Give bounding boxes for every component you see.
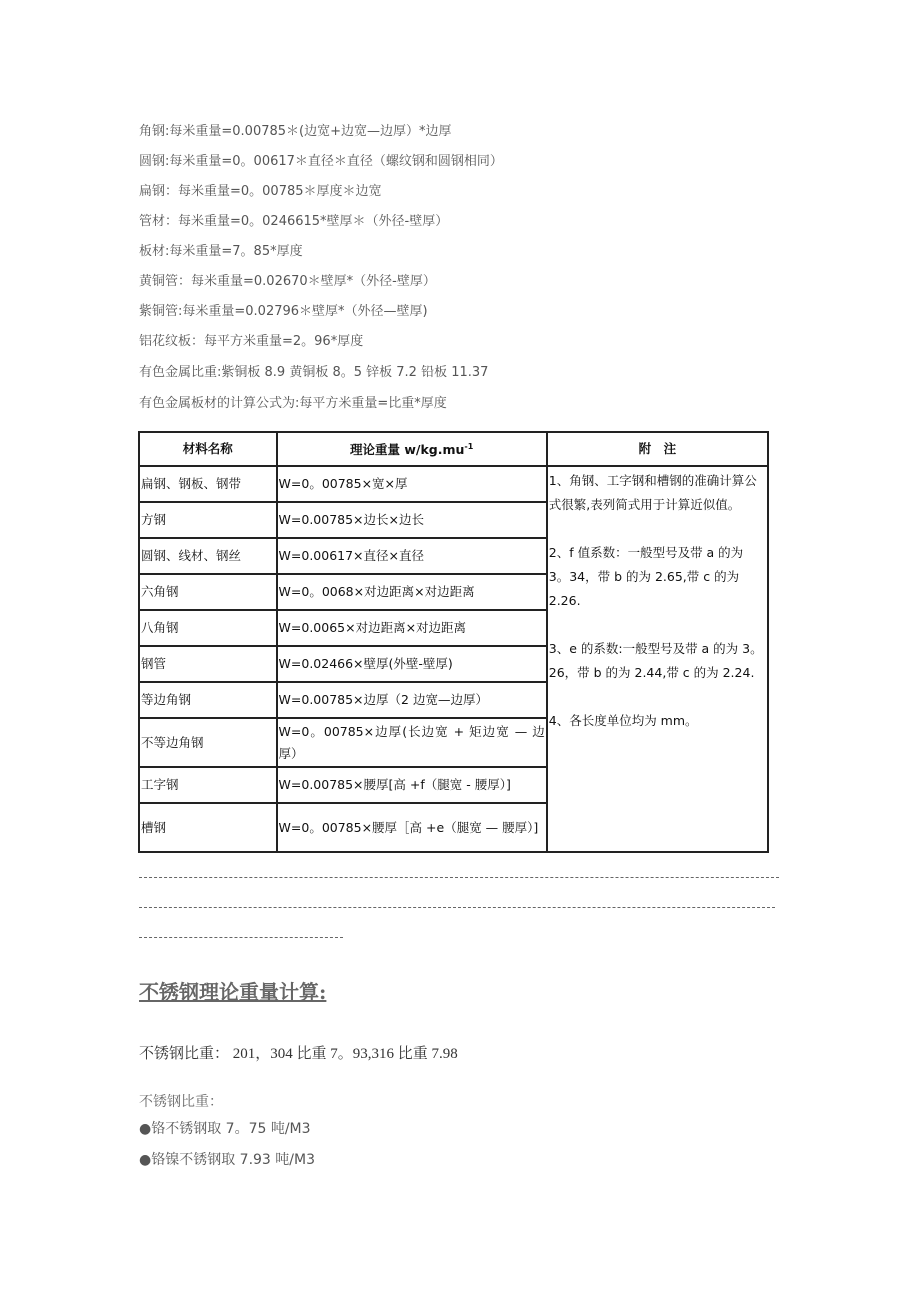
material-name: 等边角钢	[139, 682, 277, 718]
material-name: 方钢	[139, 502, 277, 538]
divider-line	[139, 877, 779, 878]
material-formula: W=0.02466×壁厚(外壁-壁厚)	[277, 646, 547, 682]
formula-line: 管材：每米重量=0。0246615*壁厚＊（外径-壁厚）	[139, 214, 449, 229]
formula-line: 铝花纹板：每平方米重量=2。96*厚度	[139, 334, 364, 349]
header-weight-sup: -1	[464, 442, 474, 452]
header-notes: 附 注	[547, 432, 768, 466]
formula-line: 板材:每米重量=7。85*厚度	[139, 244, 303, 259]
table-header-row	[139, 432, 768, 466]
weight-table	[138, 431, 769, 853]
material-name: 扁钢、钢板、钢带	[139, 466, 277, 502]
formula-line: 有色金属比重:紫铜板 8.9 黄铜板 8。5 锌板 7.2 铅板 11.37	[139, 365, 489, 380]
material-formula: W=0.00617×直径×直径	[277, 538, 547, 574]
header-weight	[277, 432, 547, 466]
material-name: 槽钢	[139, 803, 277, 852]
material-name: 圆钢、线材、钢丝	[139, 538, 277, 574]
material-formula: W=0.00785×边长×边长	[277, 502, 547, 538]
formula-line: 角钢:每米重量=0.00785＊(边宽+边宽—边厚）*边厚	[139, 124, 452, 139]
material-name: 钢管	[139, 646, 277, 682]
stainless-density-line: 不锈钢比重： 201，304 比重 7。93,316 比重 7.98	[139, 1046, 458, 1062]
divider-line	[139, 907, 775, 908]
material-formula: W=0.0065×对边距离×对边距离	[277, 610, 547, 646]
note-4: 4、各长度单位均为 mm。	[548, 713, 698, 728]
note-1: 1、角钢、工字钢和槽钢的准确计算公式很繁,表列简式用于计算近似值。	[548, 473, 757, 512]
header-name: 材料名称	[139, 432, 277, 466]
table-row	[139, 466, 768, 502]
material-formula: W=0。00785×宽×厚	[277, 466, 547, 502]
material-name: 八角钢	[139, 610, 277, 646]
material-name: 六角钢	[139, 574, 277, 610]
divider-line	[139, 937, 343, 938]
material-formula: W=0.00785×边厚（2 边宽—边厚）	[277, 682, 547, 718]
stainless-density-label: 不锈钢比重：	[139, 1095, 223, 1110]
material-formula: W=0。0068×对边距离×对边距离	[277, 574, 547, 610]
formula-line: 有色金属板材的计算公式为:每平方米重量=比重*厚度	[139, 396, 447, 411]
section-heading: 不锈钢理论重量计算:	[139, 980, 327, 1004]
formula-line: 扁钢：每米重量=0。00785＊厚度＊边宽	[139, 184, 382, 199]
note-3: 3、e 的系数:一般型号及带 a 的为 3。26，带 b 的为 2.44,带 c 的为 2.24.	[548, 641, 763, 680]
material-formula: W=0。00785×边厚(长边宽 + 矩边宽 — 边厚）	[277, 718, 547, 767]
note-2: 2、f 值系数：一般型号及带 a 的为 3。34，带 b 的为 2.65,带 c 的为 2.26.	[548, 545, 744, 608]
header-weight-label: 理论重量 w/kg.mu	[349, 442, 465, 458]
material-name: 不等边角钢	[139, 718, 277, 767]
material-formula: W=0.00785×腰厚[高 +f（腿宽 - 腰厚）]	[277, 767, 547, 803]
formula-line: 圆钢:每米重量=0。00617＊直径＊直径（螺纹钢和圆钢相同）	[139, 154, 503, 169]
formula-line: 紫铜管:每米重量=0.02796＊壁厚*（外径—壁厚)	[139, 304, 428, 319]
stainless-item: ●铬镍不锈钢取 7.93 吨/M3	[139, 1152, 315, 1168]
notes-cell	[547, 466, 768, 852]
stainless-item: ●铬不锈钢取 7。75 吨/M3	[139, 1121, 311, 1137]
formula-line: 黄铜管：每米重量=0.02670＊壁厚*（外径-壁厚）	[139, 274, 436, 289]
material-formula: W=0。00785×腰厚［高 +e（腿宽 — 腰厚）]	[277, 803, 547, 852]
material-name: 工字钢	[139, 767, 277, 803]
